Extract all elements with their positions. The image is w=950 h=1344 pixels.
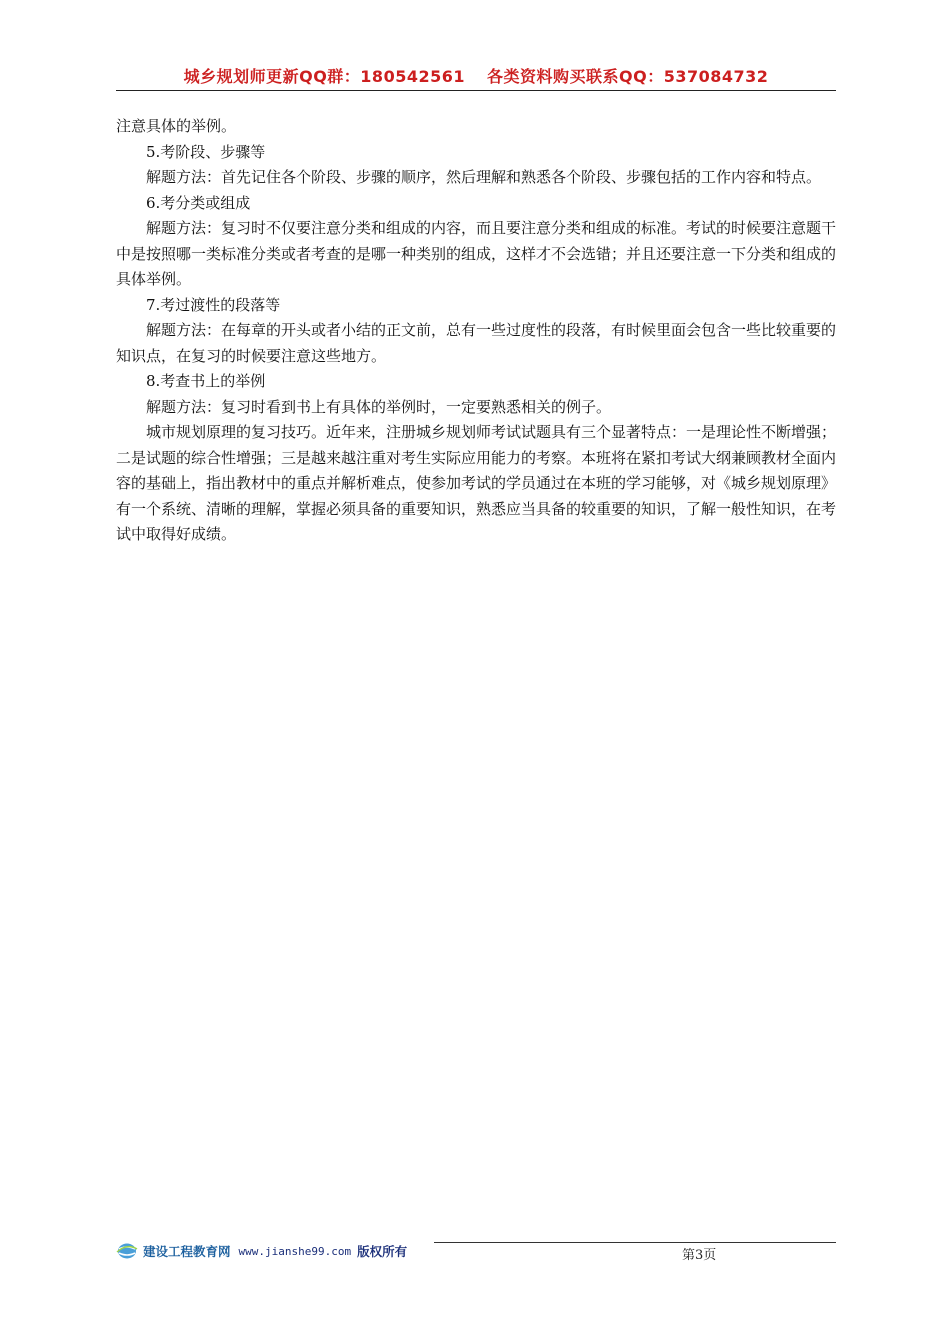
header-qq-group: 城乡规划师更新QQ群：180542561: [183, 67, 465, 86]
paragraph-method-7: 解题方法：在每章的开头或者小结的正文前，总有一些过度性的段落，有时候里面会包含一些比较重要的知识点，在复习的时候要注意这些地方。: [116, 321, 837, 365]
footer-logo[interactable]: [116, 1240, 407, 1262]
footer-rule: [434, 1242, 836, 1243]
footer-rights: 版权所有: [357, 1244, 408, 1259]
paragraph-method-8: 解题方法：复习时看到书上有具体的举例时，一定要熟悉相关的例子。: [146, 397, 612, 416]
paragraph-continuation: 注意具体的举例。: [116, 117, 237, 135]
section-heading-7: 7.考过渡性的段落等: [146, 295, 281, 314]
header-purchase-contact: 各类资料购买联系QQ：537084732: [487, 67, 769, 86]
document-body: [116, 114, 836, 548]
section-heading-6: 6.考分类或组成: [146, 193, 251, 212]
paragraph-method-5: 解题方法：首先记住各个阶段、步骤的顺序，然后理解和熟悉各个阶段、步骤包括的工作内容和特点。: [146, 168, 822, 186]
section-heading-8: 8.考查书上的举例: [146, 372, 266, 390]
paragraph-method-6: 解题方法：复习时不仅要注意分类和组成的内容，而且要注意分类和组成的标准。考试的时候要注意题干中是按照哪一类标准分类或者考查的是哪一种类别的组成，这样才不会选错；并且还要注意一下分类和组成的具体举例。: [116, 219, 837, 288]
paragraph-review-tips: 城市规划原理的复习技巧。近年来，注册城乡规划师考试试题具有三个显著特点：一是理论性不断增强；二是试题的综合性增强；三是越来越注重对考生实际应用能力的考察。本班将在紧扣考试大纲兼顾教材全面内容的基础上，指出教材中的重点并解析难点，使参加考试的学员通过在本班的学习能够，对《城乡规划原理》有一个系统、清晰的理解，掌握必须具备的重要知识，熟悉应当具备的较重要的知识，了解一般性知识，在考试中取得好成绩。: [116, 423, 837, 543]
page-number: 第3页: [682, 1248, 717, 1263]
footer-url-link[interactable]: www.jianshe99.com: [238, 1244, 352, 1258]
page-footer: [116, 1236, 836, 1262]
page-header: [116, 64, 836, 91]
footer-logo-text: 建设工程教育网: [143, 1244, 231, 1259]
globe-logo-icon: [116, 1242, 138, 1260]
section-heading-5: 5.考阶段、步骤等: [146, 142, 266, 161]
